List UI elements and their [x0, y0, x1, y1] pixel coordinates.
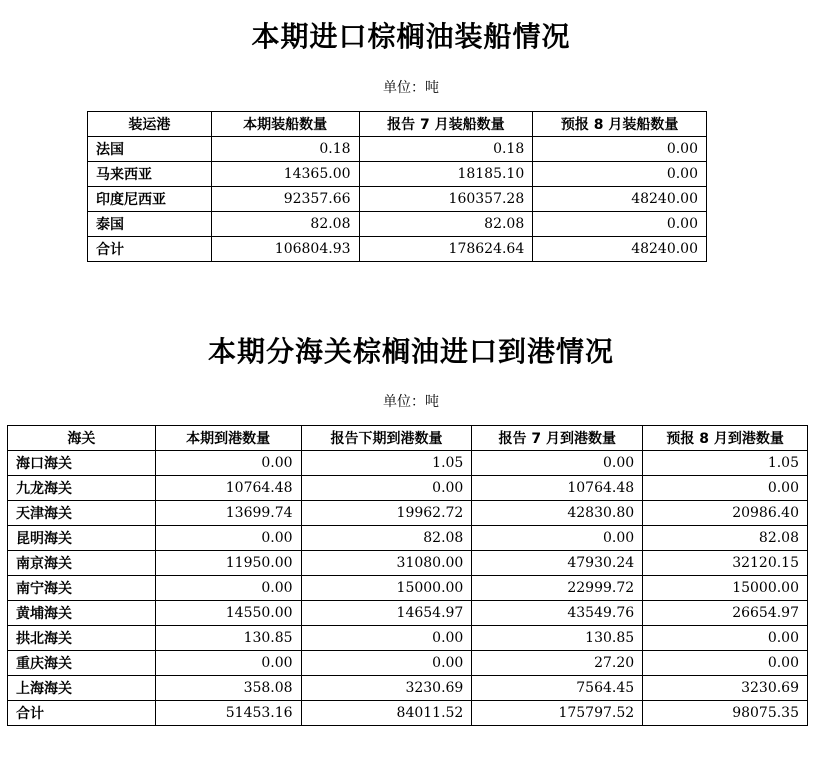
table-row [8, 551, 808, 576]
value-cell: 106804.93 [211, 237, 359, 262]
arrival-header-row [8, 426, 808, 451]
value-cell: 10764.48 [472, 476, 643, 501]
value-cell: 14550.00 [155, 601, 301, 626]
value-cell: 0.00 [155, 576, 301, 601]
table-row [8, 451, 808, 476]
value-cell: 31080.00 [301, 551, 472, 576]
value-cell: 11950.00 [155, 551, 301, 576]
value-cell: 82.08 [211, 212, 359, 237]
value-cell: 0.00 [643, 651, 808, 676]
value-cell: 0.00 [301, 626, 472, 651]
value-cell: 82.08 [359, 212, 533, 237]
value-cell: 178624.64 [359, 237, 533, 262]
table-row [8, 626, 808, 651]
value-cell: 15000.00 [643, 576, 808, 601]
value-cell: 358.08 [155, 676, 301, 701]
value-cell: 19962.72 [301, 501, 472, 526]
row-label-cell: 南宁海关 [8, 576, 156, 601]
table-row [88, 237, 707, 262]
shipment-unit-label: 单位：吨 [383, 80, 439, 96]
shipment-table-title: 本期进口棕榈油装船情况 [251, 20, 571, 53]
value-cell: 0.00 [533, 137, 707, 162]
column-header-customs: 海关 [8, 426, 156, 451]
column-header-july-shipment: 报告 7 月装船数量 [359, 112, 533, 137]
table-row [8, 701, 808, 726]
value-cell: 7564.45 [472, 676, 643, 701]
value-cell: 42830.80 [472, 501, 643, 526]
column-header-port: 装运港 [88, 112, 212, 137]
value-cell: 0.00 [155, 651, 301, 676]
column-header-next-period-arrival: 报告下期到港数量 [301, 426, 472, 451]
value-cell: 43549.76 [472, 601, 643, 626]
table-row [88, 137, 707, 162]
value-cell: 130.85 [472, 626, 643, 651]
value-cell: 0.18 [211, 137, 359, 162]
value-cell: 27.20 [472, 651, 643, 676]
value-cell: 0.00 [155, 526, 301, 551]
value-cell: 0.00 [533, 212, 707, 237]
value-cell: 84011.52 [301, 701, 472, 726]
value-cell: 0.00 [643, 476, 808, 501]
row-label-cell: 南京海关 [8, 551, 156, 576]
value-cell: 82.08 [643, 526, 808, 551]
table-row [88, 162, 707, 187]
value-cell: 3230.69 [301, 676, 472, 701]
column-header-current-arrival: 本期到港数量 [155, 426, 301, 451]
value-cell: 22999.72 [472, 576, 643, 601]
value-cell: 1.05 [643, 451, 808, 476]
row-label-cell: 印度尼西亚 [88, 187, 212, 212]
row-label-cell: 重庆海关 [8, 651, 156, 676]
table-row [88, 212, 707, 237]
value-cell: 0.00 [533, 162, 707, 187]
row-label-cell: 黄埔海关 [8, 601, 156, 626]
arrival-table-title: 本期分海关棕榈油进口到港情况 [207, 335, 614, 368]
table-row [8, 526, 808, 551]
value-cell: 48240.00 [533, 187, 707, 212]
row-label-cell: 泰国 [88, 212, 212, 237]
value-cell: 14365.00 [211, 162, 359, 187]
value-cell: 48240.00 [533, 237, 707, 262]
value-cell: 0.00 [155, 451, 301, 476]
row-label-cell: 法国 [88, 137, 212, 162]
value-cell: 0.00 [301, 651, 472, 676]
value-cell: 13699.74 [155, 501, 301, 526]
value-cell: 160357.28 [359, 187, 533, 212]
row-label-cell: 九龙海关 [8, 476, 156, 501]
column-header-august-forecast-arrival: 预报 8 月到港数量 [643, 426, 808, 451]
value-cell: 98075.35 [643, 701, 808, 726]
value-cell: 32120.15 [643, 551, 808, 576]
value-cell: 0.00 [472, 526, 643, 551]
value-cell: 47930.24 [472, 551, 643, 576]
table-row [8, 601, 808, 626]
row-label-cell: 昆明海关 [8, 526, 156, 551]
table-row [8, 651, 808, 676]
value-cell: 14654.97 [301, 601, 472, 626]
shipment-table [87, 111, 707, 262]
column-header-current-shipment: 本期装船数量 [211, 112, 359, 137]
value-cell: 175797.52 [472, 701, 643, 726]
value-cell: 130.85 [155, 626, 301, 651]
table-row [8, 576, 808, 601]
value-cell: 92357.66 [211, 187, 359, 212]
row-label-cell: 合计 [8, 701, 156, 726]
table-row [88, 187, 707, 212]
row-label-cell: 上海海关 [8, 676, 156, 701]
value-cell: 51453.16 [155, 701, 301, 726]
value-cell: 20986.40 [643, 501, 808, 526]
table-row [8, 476, 808, 501]
value-cell: 82.08 [301, 526, 472, 551]
value-cell: 1.05 [301, 451, 472, 476]
column-header-july-arrival: 报告 7 月到港数量 [472, 426, 643, 451]
row-label-cell: 海口海关 [8, 451, 156, 476]
value-cell: 0.00 [472, 451, 643, 476]
table-row [8, 676, 808, 701]
arrival-unit-label: 单位：吨 [383, 394, 439, 410]
value-cell: 10764.48 [155, 476, 301, 501]
row-label-cell: 天津海关 [8, 501, 156, 526]
value-cell: 15000.00 [301, 576, 472, 601]
arrival-table [7, 425, 808, 726]
column-header-august-forecast: 预报 8 月装船数量 [533, 112, 707, 137]
row-label-cell: 拱北海关 [8, 626, 156, 651]
value-cell: 0.00 [301, 476, 472, 501]
value-cell: 0.18 [359, 137, 533, 162]
shipment-header-row [88, 112, 707, 137]
row-label-cell: 合计 [88, 237, 212, 262]
value-cell: 3230.69 [643, 676, 808, 701]
row-label-cell: 马来西亚 [88, 162, 212, 187]
table-row [8, 501, 808, 526]
value-cell: 26654.97 [643, 601, 808, 626]
value-cell: 0.00 [643, 626, 808, 651]
value-cell: 18185.10 [359, 162, 533, 187]
